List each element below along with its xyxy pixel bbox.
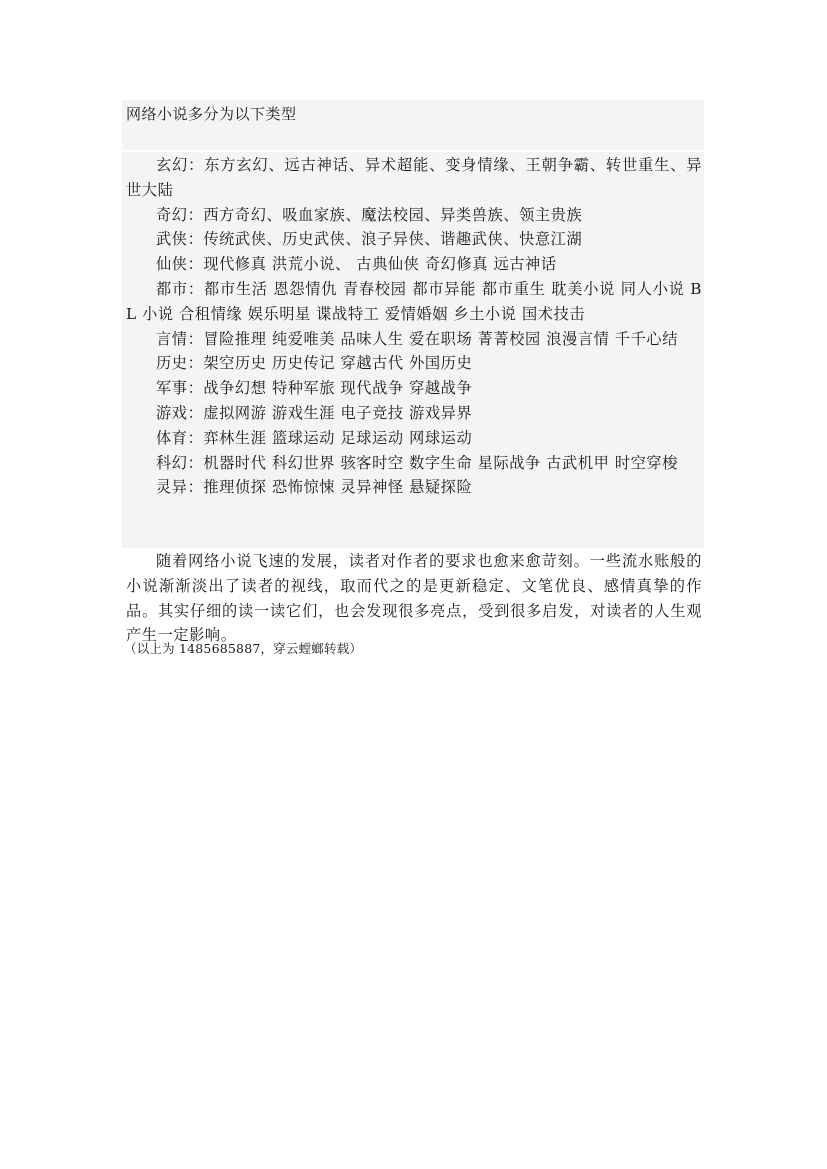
document-title: 网络小说多分为以下类型 bbox=[126, 105, 297, 123]
closing-section bbox=[126, 549, 702, 648]
genre-item-junshi: 军事：战争幻想 特种军旅 现代战争 穿越战争 bbox=[156, 379, 473, 398]
source-footnote: （以上为 1485685887，穿云螳螂转载） bbox=[124, 641, 363, 656]
closing-paragraph: 随着网络小说飞速的发展，读者对作者的要求也愈来愈苛刻。一些流水账般的小说渐渐淡出了读者的视线，取而代之的是更新稳定、文笔优良、感情真挚的作品。其实仔细的读一读它们，也会发现很多亮点，受到很多启发，对读者的人生观产生一定影响。 bbox=[126, 552, 702, 645]
genre-item-yanqing: 言情：冒险推理 纯爱唯美 品味人生 爱在职场 菁菁校园 浪漫言情 千千心结 bbox=[156, 329, 678, 348]
genre-item-tiyu: 体育：弈林生涯 篮球运动 足球运动 网球运动 bbox=[156, 428, 473, 447]
genre-list bbox=[126, 153, 702, 500]
genre-item-kehuan: 科幻：机器时代 科幻世界 骇客时空 数字生命 星际战争 古武机甲 时空穿梭 bbox=[156, 453, 678, 472]
genre-item-xianxia: 仙侠：现代修真 洪荒小说、 古典仙侠 奇幻修真 远古神话 bbox=[156, 255, 557, 274]
genre-item-lingyi: 灵异：推理侦探 恐怖惊悚 灵异神怪 悬疑探险 bbox=[156, 478, 473, 497]
genre-item-youxi: 游戏：虚拟网游 游戏生涯 电子竞技 游戏异界 bbox=[156, 403, 473, 422]
genre-item-dushi: 都市：都市生活 恩怨情仇 青春校园 都市异能 都市重生 耽美小说 同人小说 BL 小说 合租情缘 娱乐明星 谍战特工 爱情婚姻 乡土小说 国术技击 bbox=[126, 279, 702, 323]
title-block bbox=[122, 100, 704, 150]
genre-item-wuxia: 武侠：传统武侠、历史武侠、浪子异侠、谐趣武侠、快意江湖 bbox=[156, 230, 583, 249]
genre-item-qihuan: 奇幻：西方奇幻、吸血家族、魔法校园、异类兽族、领主贵族 bbox=[156, 205, 583, 224]
genre-item-xuanhuan: 玄幻：东方玄幻、远古神话、异术超能、变身情缘、王朝争霸、转世重生、异世大陆 bbox=[126, 156, 702, 199]
genre-item-lishi: 历史：架空历史 历史传记 穿越古代 外国历史 bbox=[156, 354, 473, 373]
